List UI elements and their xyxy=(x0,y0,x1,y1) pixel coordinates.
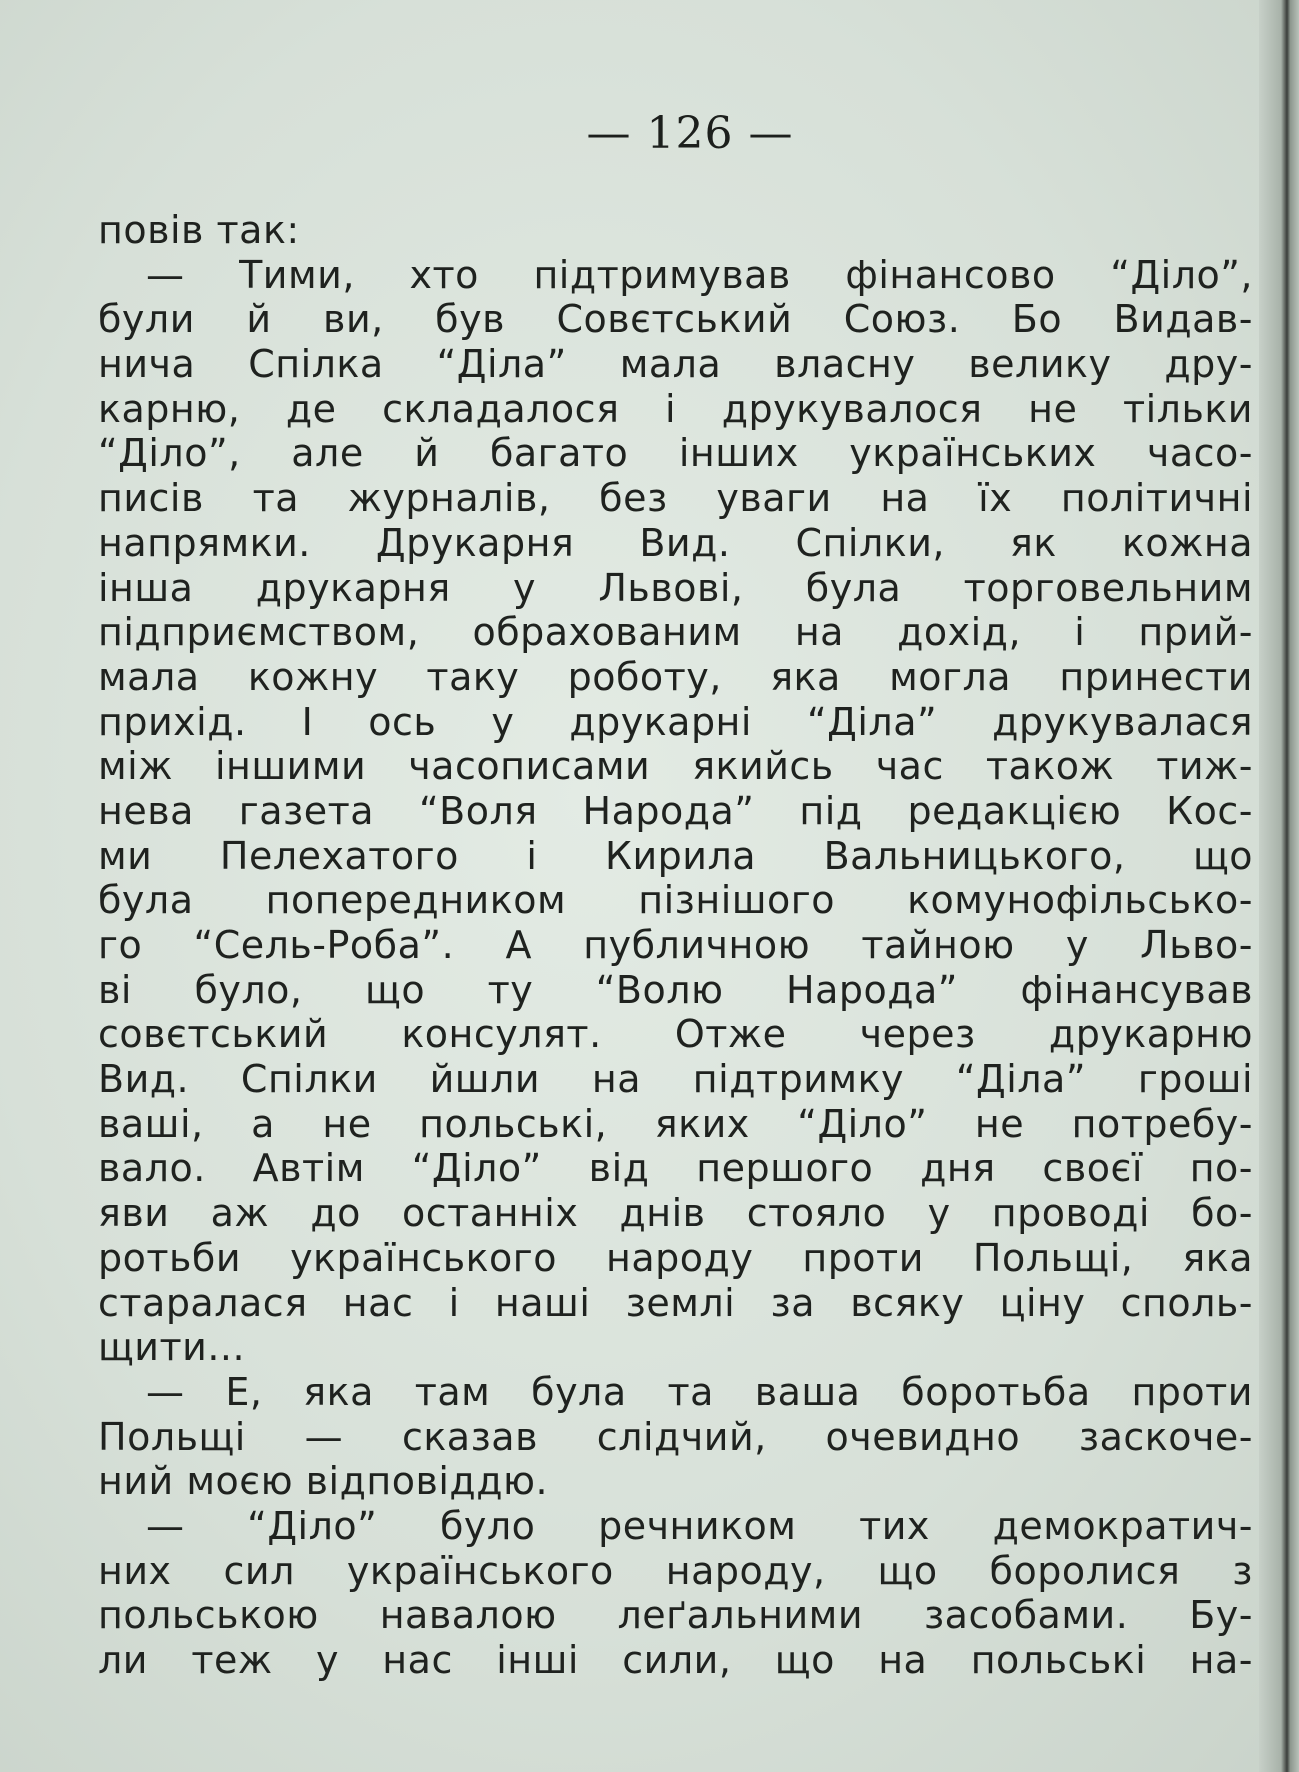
text-line: мала кожну таку роботу, яка могла принести xyxy=(98,654,1253,699)
text-line: прихід. І ось у друкарні “Діла” друкувалася xyxy=(98,699,1253,744)
text-line: — Е, яка там була та ваша боротьба проти xyxy=(146,1369,1253,1414)
text-line: ві було, що ту “Волю Народа” фінансував xyxy=(98,967,1253,1012)
text-line: підприємством, обрахованим на дохід, і прий- xyxy=(98,610,1253,655)
text-line: ротьби українського народу проти Польщі, яка xyxy=(98,1235,1253,1280)
text-line: Вид. Спілки йшли на підтримку “Діла” гроші xyxy=(98,1057,1253,1102)
text-line: яви аж до останніх днів стояло у проводі бо- xyxy=(98,1191,1253,1236)
text-line: ли теж у нас інші сили, що на польські на- xyxy=(98,1638,1253,1682)
text-line: — “Діло” було речником тих демократич- xyxy=(146,1503,1253,1548)
text-line: “Діло”, але й багато інших українських часо- xyxy=(98,431,1253,476)
text-line: напрямки. Друкарня Вид. Спілки, як кожна xyxy=(98,520,1253,565)
text-line: польською навалою леґальними засобами. Бу- xyxy=(98,1593,1253,1638)
text-line: ми Пелехатого і Кирила Вальницького, що xyxy=(98,833,1253,878)
text-line: писів та журналів, без уваги на їх політичні xyxy=(98,476,1253,521)
text-line: них сил українського народу, що боролися з xyxy=(98,1548,1253,1593)
text-line: старалася нас і наші землі за всяку ціну споль- xyxy=(98,1280,1253,1325)
text-line: го “Сель-Роба”. А публичною тайною у Льво- xyxy=(98,923,1253,967)
text-line: нича Спілка “Діла” мала власну велику дру- xyxy=(98,342,1253,387)
text-line: щити... xyxy=(98,1325,246,1370)
text-line: була попередником пізнішого комунофільсько- xyxy=(98,878,1253,923)
text-line: вало. Автім “Діло” від першого дня своєї по- xyxy=(98,1146,1253,1191)
text-line: карню, де складалося і друкувалося не тільки xyxy=(98,386,1253,431)
text-line: інша друкарня у Львові, була торговельним xyxy=(98,565,1253,610)
text-line: були й ви, був Совєтський Союз. Бо Видав- xyxy=(98,297,1253,342)
text-line: совєтський консулят. Отже через друкарню xyxy=(98,1012,1253,1057)
book-spine-edge xyxy=(1259,0,1299,1772)
text-line: між іншими часописами якийсь час також тиж- xyxy=(98,744,1253,789)
text-line: ваші, а не польські, яких “Діло” не потребу- xyxy=(98,1101,1253,1146)
text-line: — Тими, хто підтримував фінансово “Діло”, xyxy=(146,252,1253,297)
text-line: повів так: xyxy=(98,208,300,252)
text-line: Польщі — сказав слідчий, очевидно заскоче- xyxy=(98,1414,1253,1459)
text-line: нева газета “Воля Народа” під редакцією Кос- xyxy=(98,788,1253,833)
body-text xyxy=(98,208,1253,1683)
page-number: — 126 — xyxy=(586,108,794,159)
text-line: ний моєю відповіддю. xyxy=(98,1459,549,1504)
